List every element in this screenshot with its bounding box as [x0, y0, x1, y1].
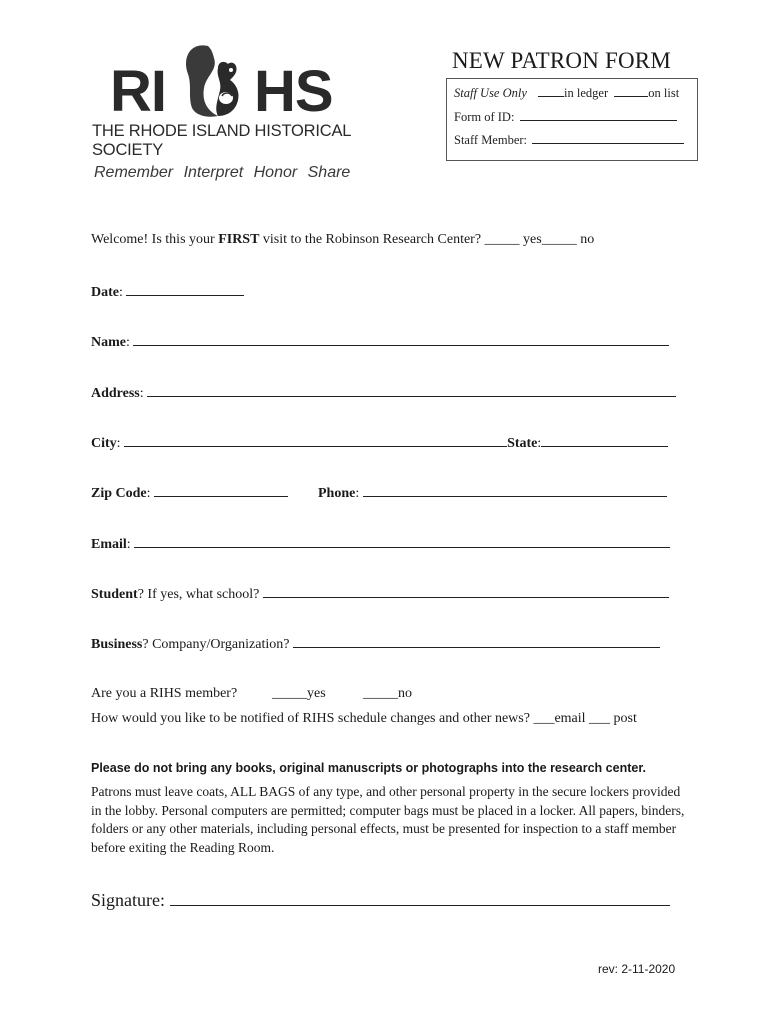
name-label: Name [91, 335, 126, 350]
staff-use-box [446, 78, 698, 161]
phone-label: Phone [318, 486, 356, 501]
no-materials-notice: Please do not bring any books, original manuscripts or photographs into the research center. [91, 761, 646, 775]
phone-row: Phone: [318, 484, 667, 502]
signature-field[interactable] [170, 890, 670, 906]
school-field[interactable] [263, 585, 669, 598]
city-field[interactable] [124, 434, 507, 447]
on-list-blank[interactable] [614, 85, 648, 97]
member-no-option[interactable]: _____no [363, 686, 412, 701]
in-ledger-label: in ledger [564, 86, 609, 100]
form-of-id-row [454, 109, 677, 125]
in-ledger-blank[interactable] [538, 85, 564, 97]
address-label: Address [91, 386, 140, 401]
email-field[interactable] [134, 535, 670, 548]
phone-field[interactable] [363, 484, 667, 497]
form-of-id-label: Form of ID: [454, 110, 515, 124]
welcome-prefix: Welcome! Is this your [91, 232, 219, 247]
zip-field[interactable] [154, 484, 288, 497]
staff-member-row [454, 132, 684, 148]
email-row: Email: [91, 535, 670, 553]
date-label: Date [91, 285, 119, 300]
city-state-row: City: State: [91, 434, 668, 452]
logo-org-name: THE RHODE ISLAND HISTORICAL SOCIETY [92, 122, 351, 159]
zip-label: Zip Code [91, 486, 147, 501]
email-label: Email [91, 537, 127, 552]
locker-policy-paragraph: Patrons must leave coats, ALL BAGS of any type, and other personal property in the secure lockers provided in the lobby. Personal computers are permitted; computer bags must be placed in a locker. All papers, binders, folders or any other materials, including personal effects, must be presented for inspection to a staff member before exiting the Reading Room. [91, 784, 685, 855]
organization-field[interactable] [293, 635, 660, 648]
signature-label: Signature [91, 890, 160, 910]
squirrel-icon [178, 36, 254, 118]
address-row: Address: [91, 384, 676, 402]
name-field[interactable] [133, 333, 669, 346]
student-question: ? If yes, what school? [137, 587, 260, 602]
member-yes-option[interactable]: _____yes [272, 686, 326, 701]
staff-use-label: Staff Use Only [454, 86, 527, 100]
form-title: NEW PATRON FORM [452, 48, 671, 73]
on-list-label: on list [648, 86, 680, 100]
revision-date: rev: 2-11-2020 [598, 962, 676, 976]
business-label: Business [91, 637, 143, 652]
staff-member-label: Staff Member: [454, 133, 528, 147]
student-row [91, 585, 669, 603]
date-field[interactable] [126, 283, 244, 296]
name-row: Name: [91, 333, 669, 351]
logo-letters-right: HS [254, 59, 333, 124]
member-question: Are you a RIHS member? [91, 686, 238, 701]
state-label: State [507, 436, 538, 451]
address-field[interactable] [147, 384, 676, 397]
notification-question: How would you like to be notified of RIHS schedule changes and other news? ___email ___ post [91, 711, 637, 726]
date-row: Date: [91, 283, 244, 301]
city-label: City [91, 436, 117, 451]
business-question: ? Company/Organization? [142, 637, 290, 652]
student-label: Student [91, 587, 138, 602]
welcome-suffix: visit to the Robinson Research Center? _____ yes_____ no [259, 232, 595, 247]
welcome-question [91, 232, 594, 248]
staff-member-blank[interactable] [532, 132, 684, 144]
rihs-logo [90, 36, 360, 186]
form-of-id-blank[interactable] [520, 109, 677, 121]
logo-motto: Remember Interpret Honor Share [94, 164, 351, 181]
logo-letters-left: RI [110, 59, 166, 124]
staff-use-row [454, 85, 679, 101]
state-field[interactable] [541, 434, 668, 447]
welcome-first: FIRST [218, 232, 260, 247]
business-row [91, 635, 660, 653]
zip-row: Zip Code: [91, 484, 288, 502]
signature-row: Signature: [91, 890, 670, 911]
